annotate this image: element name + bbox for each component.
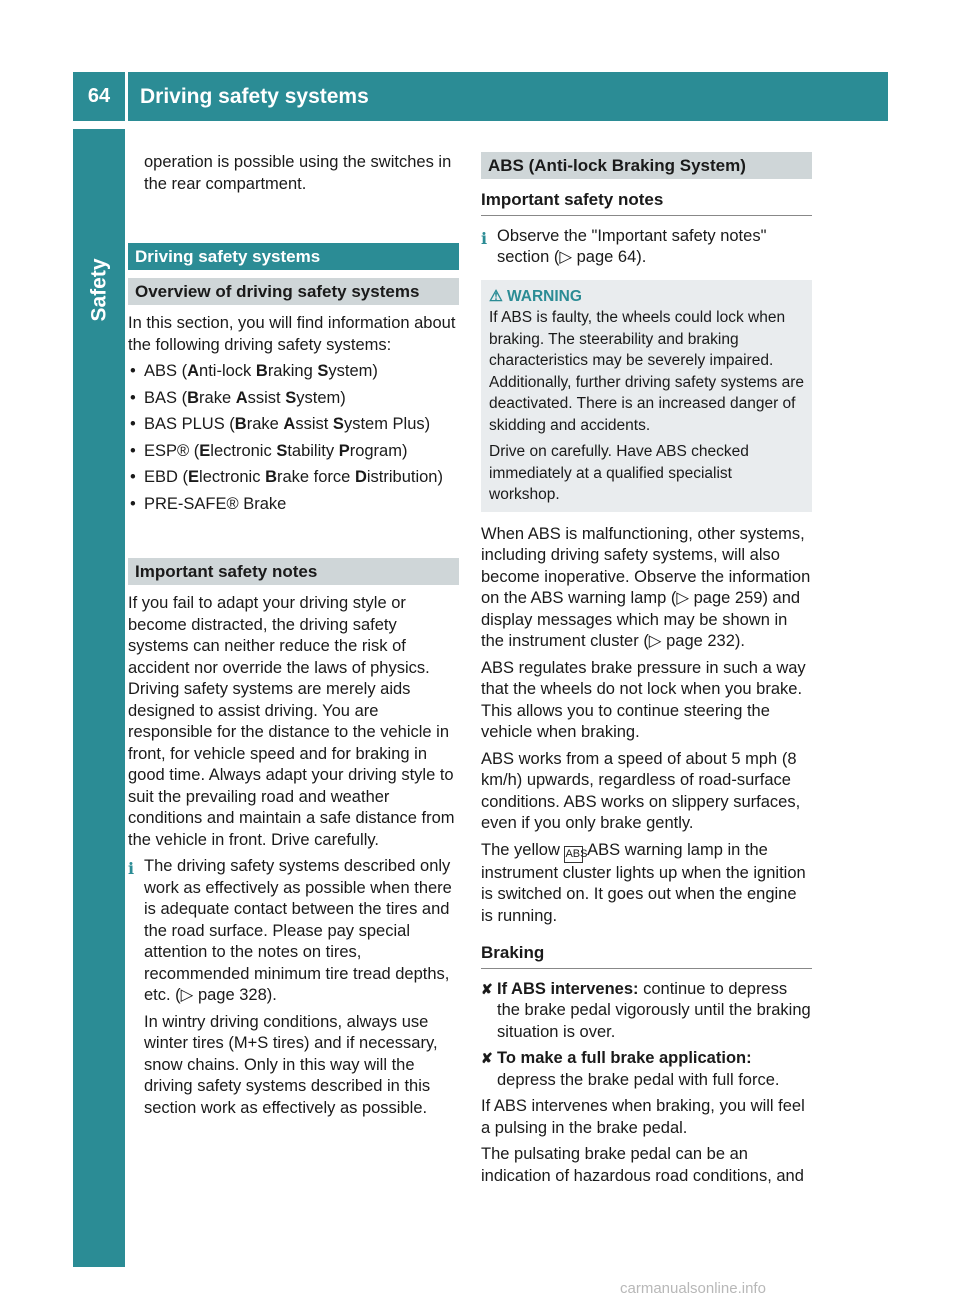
abs-lamp-icon: ABS: [564, 846, 583, 863]
header-divider: [125, 72, 128, 121]
abs-indication-text: The pulsating brake pedal can be an indication of hazardous road conditions, and: [481, 1145, 804, 1185]
side-tab: [73, 227, 125, 1267]
abs-regulates-text: ABS regulates brake pressure in such a way that the wheels do not lock when you brake. This allows you to continue steering the vehicle when braking.: [481, 658, 806, 741]
watermark: carmanualsonline.info: [620, 1280, 766, 1297]
overview-text: In this section, you will find information about the following driving safety systems:: [128, 314, 456, 354]
notes-text: If you fail to adapt your driving style or become distracted, the driving safety systems can neither reduce the risk of accident nor override the laws of physics. Driving safety systems are merely aids designed to assist driving. You are responsible for the distance to the vehicle in front, for vehicle speed and for braking in good time. Always adapt your driving style to suit the prevailing road and weather conditions and maintain a safe distance from the vehicle in front. Drive carefully.: [128, 594, 455, 849]
info-icon: i: [481, 228, 488, 248]
warning-triangle-icon: ⚠: [489, 287, 503, 305]
heading-important-safety-notes: Important safety notes: [481, 189, 812, 216]
right-column: [481, 152, 812, 1192]
step-abs-intervenes: ✘ If ABS intervenes: continue to depress the brake pedal vigorously until the braking situation is over.: [481, 979, 811, 1041]
systems-list: [128, 361, 459, 515]
list-item: • BAS (Brake Assist System): [130, 388, 346, 407]
info-icon: i: [128, 859, 135, 878]
page-title: Driving safety systems: [140, 85, 369, 108]
info-note-observe: [481, 226, 812, 269]
info-text-1: The driving safety systems described only work as effectively as possible when there is adequate contact between the tires and the road surface. Please pay special attention to the notes on tires, recommended minimum tire tread depths, etc. (▷ page 328).: [144, 857, 452, 1004]
abs-speed-text: ABS works from a speed of about 5 mph (8 km/h) upwards, regardless of road-surface conditions. ABS works on slippery surfaces, even if you only brake gently.: [481, 749, 801, 832]
abs-pulse-text: If ABS intervenes when braking, you will feel a pulsing in the brake pedal.: [481, 1097, 805, 1137]
warning-label: WARNING: [507, 287, 582, 305]
list-item: • EBD (Electronic Brake force Distribution): [130, 468, 443, 486]
abs-lamp-text: The yellow ABS ABS warning lamp in the instrument cluster lights up when the ignition is switched on. It goes out when the engine is running.: [481, 840, 806, 925]
list-item: • PRE-SAFE® Brake: [130, 494, 287, 513]
list-item: • ABS (Anti-lock Braking System): [130, 362, 378, 380]
warning-paragraph-2: Drive on carefully. Have ABS checked immediately at a qualified specialist workshop.: [489, 443, 749, 503]
section-heading-driving-safety: Driving safety systems: [128, 243, 459, 270]
info-note-tires: [128, 856, 459, 1119]
left-column: [128, 152, 459, 1124]
subheading-overview: Overview of driving safety systems: [128, 278, 459, 305]
subheading-abs: ABS (Anti-lock Braking System): [481, 152, 812, 179]
warning-paragraph-1: If ABS is faulty, the wheels could lock when braking. The steerability and braking characteristics may be severely impaired. Additionally, further driving safety systems are deactivated. There is an increased danger of skidding and accidents.: [489, 309, 805, 434]
heading-braking: Braking: [481, 942, 812, 969]
step-arrow-icon: ✘: [481, 1050, 493, 1066]
side-block: [73, 129, 125, 227]
info-text-2: In wintry driving conditions, always use winter tires (M+S tires) and if necessary, snow chains. Only in this way will the driving safety systems described in this section work as effectively as possible.: [144, 1012, 438, 1117]
step-arrow-icon: ✘: [481, 980, 493, 997]
step-full-brake: ✘ To make a full brake application: depress the brake pedal with full force.: [481, 1049, 780, 1089]
side-tab-label: Safety: [87, 258, 111, 322]
warning-box: [481, 280, 812, 512]
list-item: • BAS PLUS (Brake Assist System Plus): [130, 415, 431, 433]
page-number: 64: [87, 85, 111, 107]
subheading-important-notes: Important safety notes: [128, 558, 459, 585]
intro-continued: operation is possible using the switches in the rear compartment.: [144, 153, 452, 193]
warning-title: [489, 286, 804, 308]
info-observe-text: Observe the "Important safety notes" section (▷ page 64).: [497, 226, 767, 266]
abs-malfunction-text: When ABS is malfunctioning, other systems, including driving safety systems, will also become inoperative. Observe the information on the ABS warning lamp (▷ page 259) and display messages which may be shown in the instrument cluster (▷ page 232).: [481, 524, 811, 650]
list-item: • ESP® (Electronic Stability Program): [130, 441, 408, 460]
